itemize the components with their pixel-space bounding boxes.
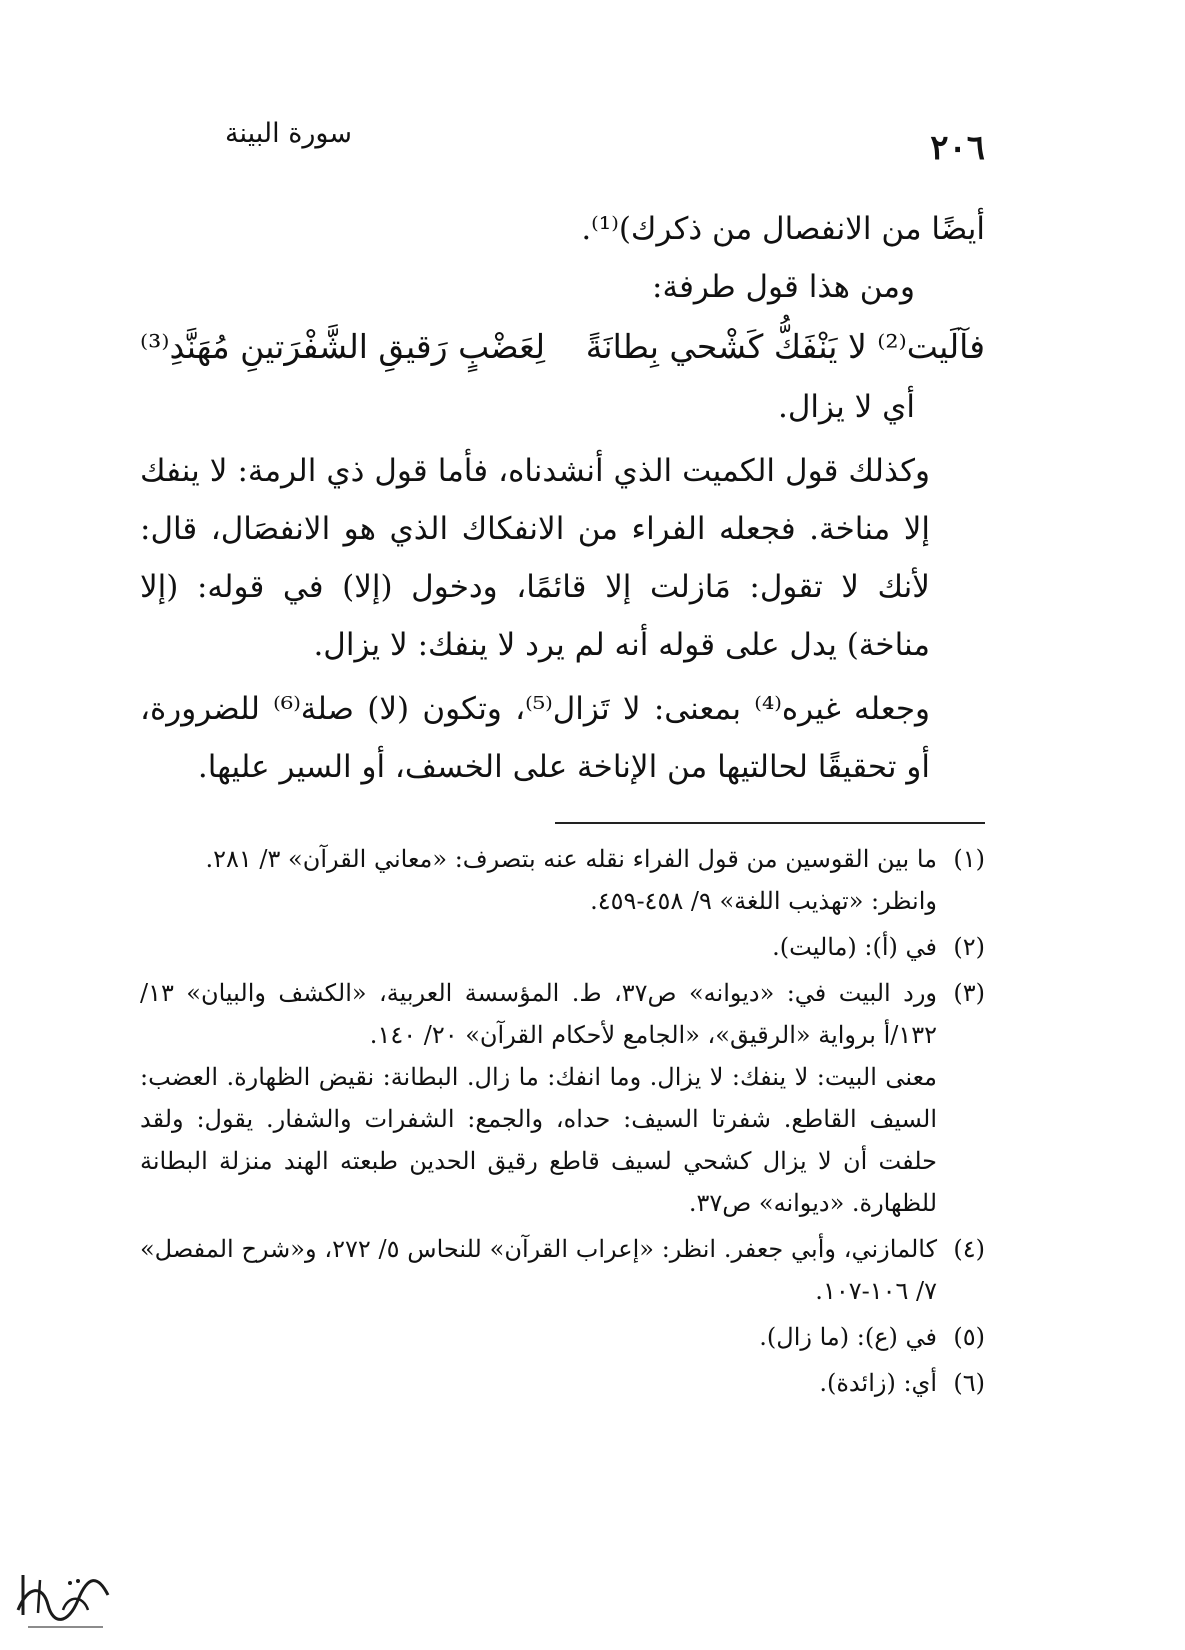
footnote-number: (١) — [953, 845, 985, 873]
footnote-line: ما بين القوسين من قول الفراء نقله عنه بتصرف: «معاني القرآن» ٣/ ٢٨١. — [205, 845, 937, 873]
footnote — [140, 1316, 985, 1358]
footnote-number: (٢) — [953, 933, 985, 961]
footnote-body — [140, 1316, 937, 1358]
footnote-number: (٥) — [953, 1323, 985, 1351]
footnote-body — [140, 1228, 937, 1312]
page-header — [225, 118, 985, 168]
footnote-number: (٣) — [953, 979, 985, 1007]
paragraph: وجعله غيره⁽⁴⁾ بمعنى: لا تَزال⁽⁵⁾، وتكون (لا) صلة⁽⁶⁾ للضرورة، أو تحقيقًا لحالتيها من الإناخة على الخسف، أو السير عليها. — [140, 691, 931, 785]
page-number: ٢٠٦ — [930, 128, 985, 168]
main-text — [140, 200, 985, 796]
paragraph: وكذلك قول الكميت الذي أنشدناه، فأما قول ذي الرمة: لا ينفك إلا مناخة. فجعله الفراء من الانفكاك الذي هو الانفصَال، قال: لأنك لا تقول: مَازلت إلا قائمًا، ودخول (إلا) في قوله: (إلا مناخة) يدل على قوله أنه لم يرد لا ينفك: لا يزال. — [140, 453, 930, 663]
poetry-verse — [140, 316, 985, 378]
footnote-line: وانظر: «تهذيب اللغة» ٩/ ٤٥٨-٤٥٩. — [590, 887, 937, 915]
calligraphy-logo — [8, 1555, 118, 1635]
text-line: أيضًا من الانفصال من ذكرك)⁽¹⁾. — [581, 211, 985, 247]
footnote-body — [140, 926, 937, 968]
footnote-body — [140, 1362, 937, 1404]
footnote-body — [140, 838, 937, 922]
verse-second-hemistich: لِعَضْبٍ رَقيقِ الشَّفْرَتينِ مُهَنَّدِ⁽³⁾ — [140, 327, 546, 366]
footnote — [140, 926, 985, 968]
footnotes — [140, 838, 985, 1408]
footnote-line: في (ع): (ما زال). — [759, 1323, 937, 1351]
footnote-line: ورد البيت في: «ديوانه» ص٣٧، ط. المؤسسة العربية، «الكشف والبيان» ١٣/ ١٣٢/أ برواية «الرقيق»، «الجامع لأحكام القرآن» ٢٠/ ١٤٠. — [140, 979, 938, 1049]
footnote-number: (٤) — [953, 1235, 985, 1263]
footnote-line: كالمازني، وأبي جعفر. انظر: «إعراب القرآن» للنحاس ٥/ ٢٧٢، و«شرح المفصل» ٧/ ١٠٦-١٠٧. — [140, 1235, 937, 1305]
text-line: أي لا يزال. — [778, 389, 915, 425]
footnote-body — [140, 972, 937, 1224]
text-line: ومن هذا قول طرفة: — [652, 269, 915, 305]
footnote — [140, 1362, 985, 1404]
footnote-line: أي: (زائدة). — [819, 1369, 937, 1397]
verse-first-hemistich: فآلَيت⁽²⁾ لا يَنْفَكُّ كَشْحي بِطانَةً — [585, 327, 985, 366]
footnote — [140, 1228, 985, 1312]
footnote — [140, 972, 985, 1224]
footnote-line: في (أ): (ماليت). — [772, 933, 937, 961]
footnote — [140, 838, 985, 922]
footnote-number: (٦) — [953, 1369, 985, 1397]
running-title: سورة البينة — [225, 118, 352, 149]
footnote-separator — [555, 822, 985, 824]
footnote-line: معنى البيت: لا ينفك: لا يزال. وما انفك: ما زال. البطانة: نقيض الظهارة. العضب: السيف القاطع. شفرتا السيف: حداه، والجمع: الشفرات والشفار. يقول: ولقد حلفت أن لا يزال كشحي لسيف قاطع رقيق الحدين طبعته الهند منزلة البطانة للظهارة. «ديوانه» ص٣٧. — [140, 1063, 937, 1217]
